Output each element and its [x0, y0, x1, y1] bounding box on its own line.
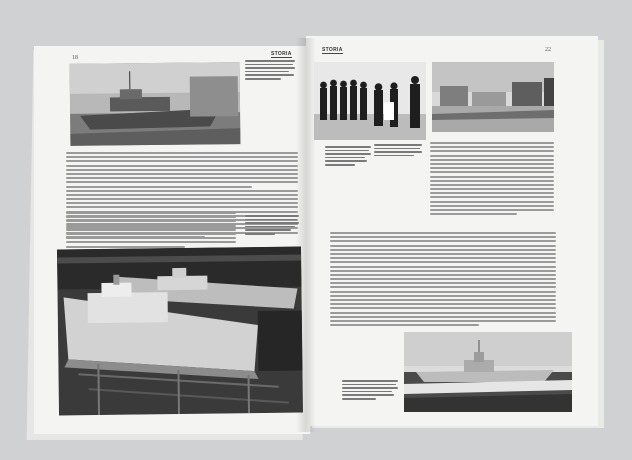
caption-coastal-town — [374, 144, 424, 158]
left-body-text-lower — [66, 212, 236, 250]
photo-officers-ceremony — [314, 62, 426, 140]
caption-top-left — [245, 60, 297, 82]
left-page-number: 18 — [72, 55, 78, 61]
right-body-text — [430, 142, 554, 217]
caption-officers — [325, 146, 373, 168]
photo-boat-underway — [404, 332, 572, 412]
right-section-tag: STORIA — [322, 47, 343, 53]
photo-coastal-town — [432, 62, 554, 132]
right-body-text-wide — [330, 232, 556, 328]
photo-shipyard-dry-dock — [57, 247, 303, 416]
caption-middle-left — [245, 215, 301, 237]
left-section-tag: STORIA — [271, 51, 292, 57]
right-page-number: 22 — [545, 47, 551, 53]
photo-boat-harbor — [70, 62, 241, 146]
caption-boat-underway — [342, 380, 400, 402]
